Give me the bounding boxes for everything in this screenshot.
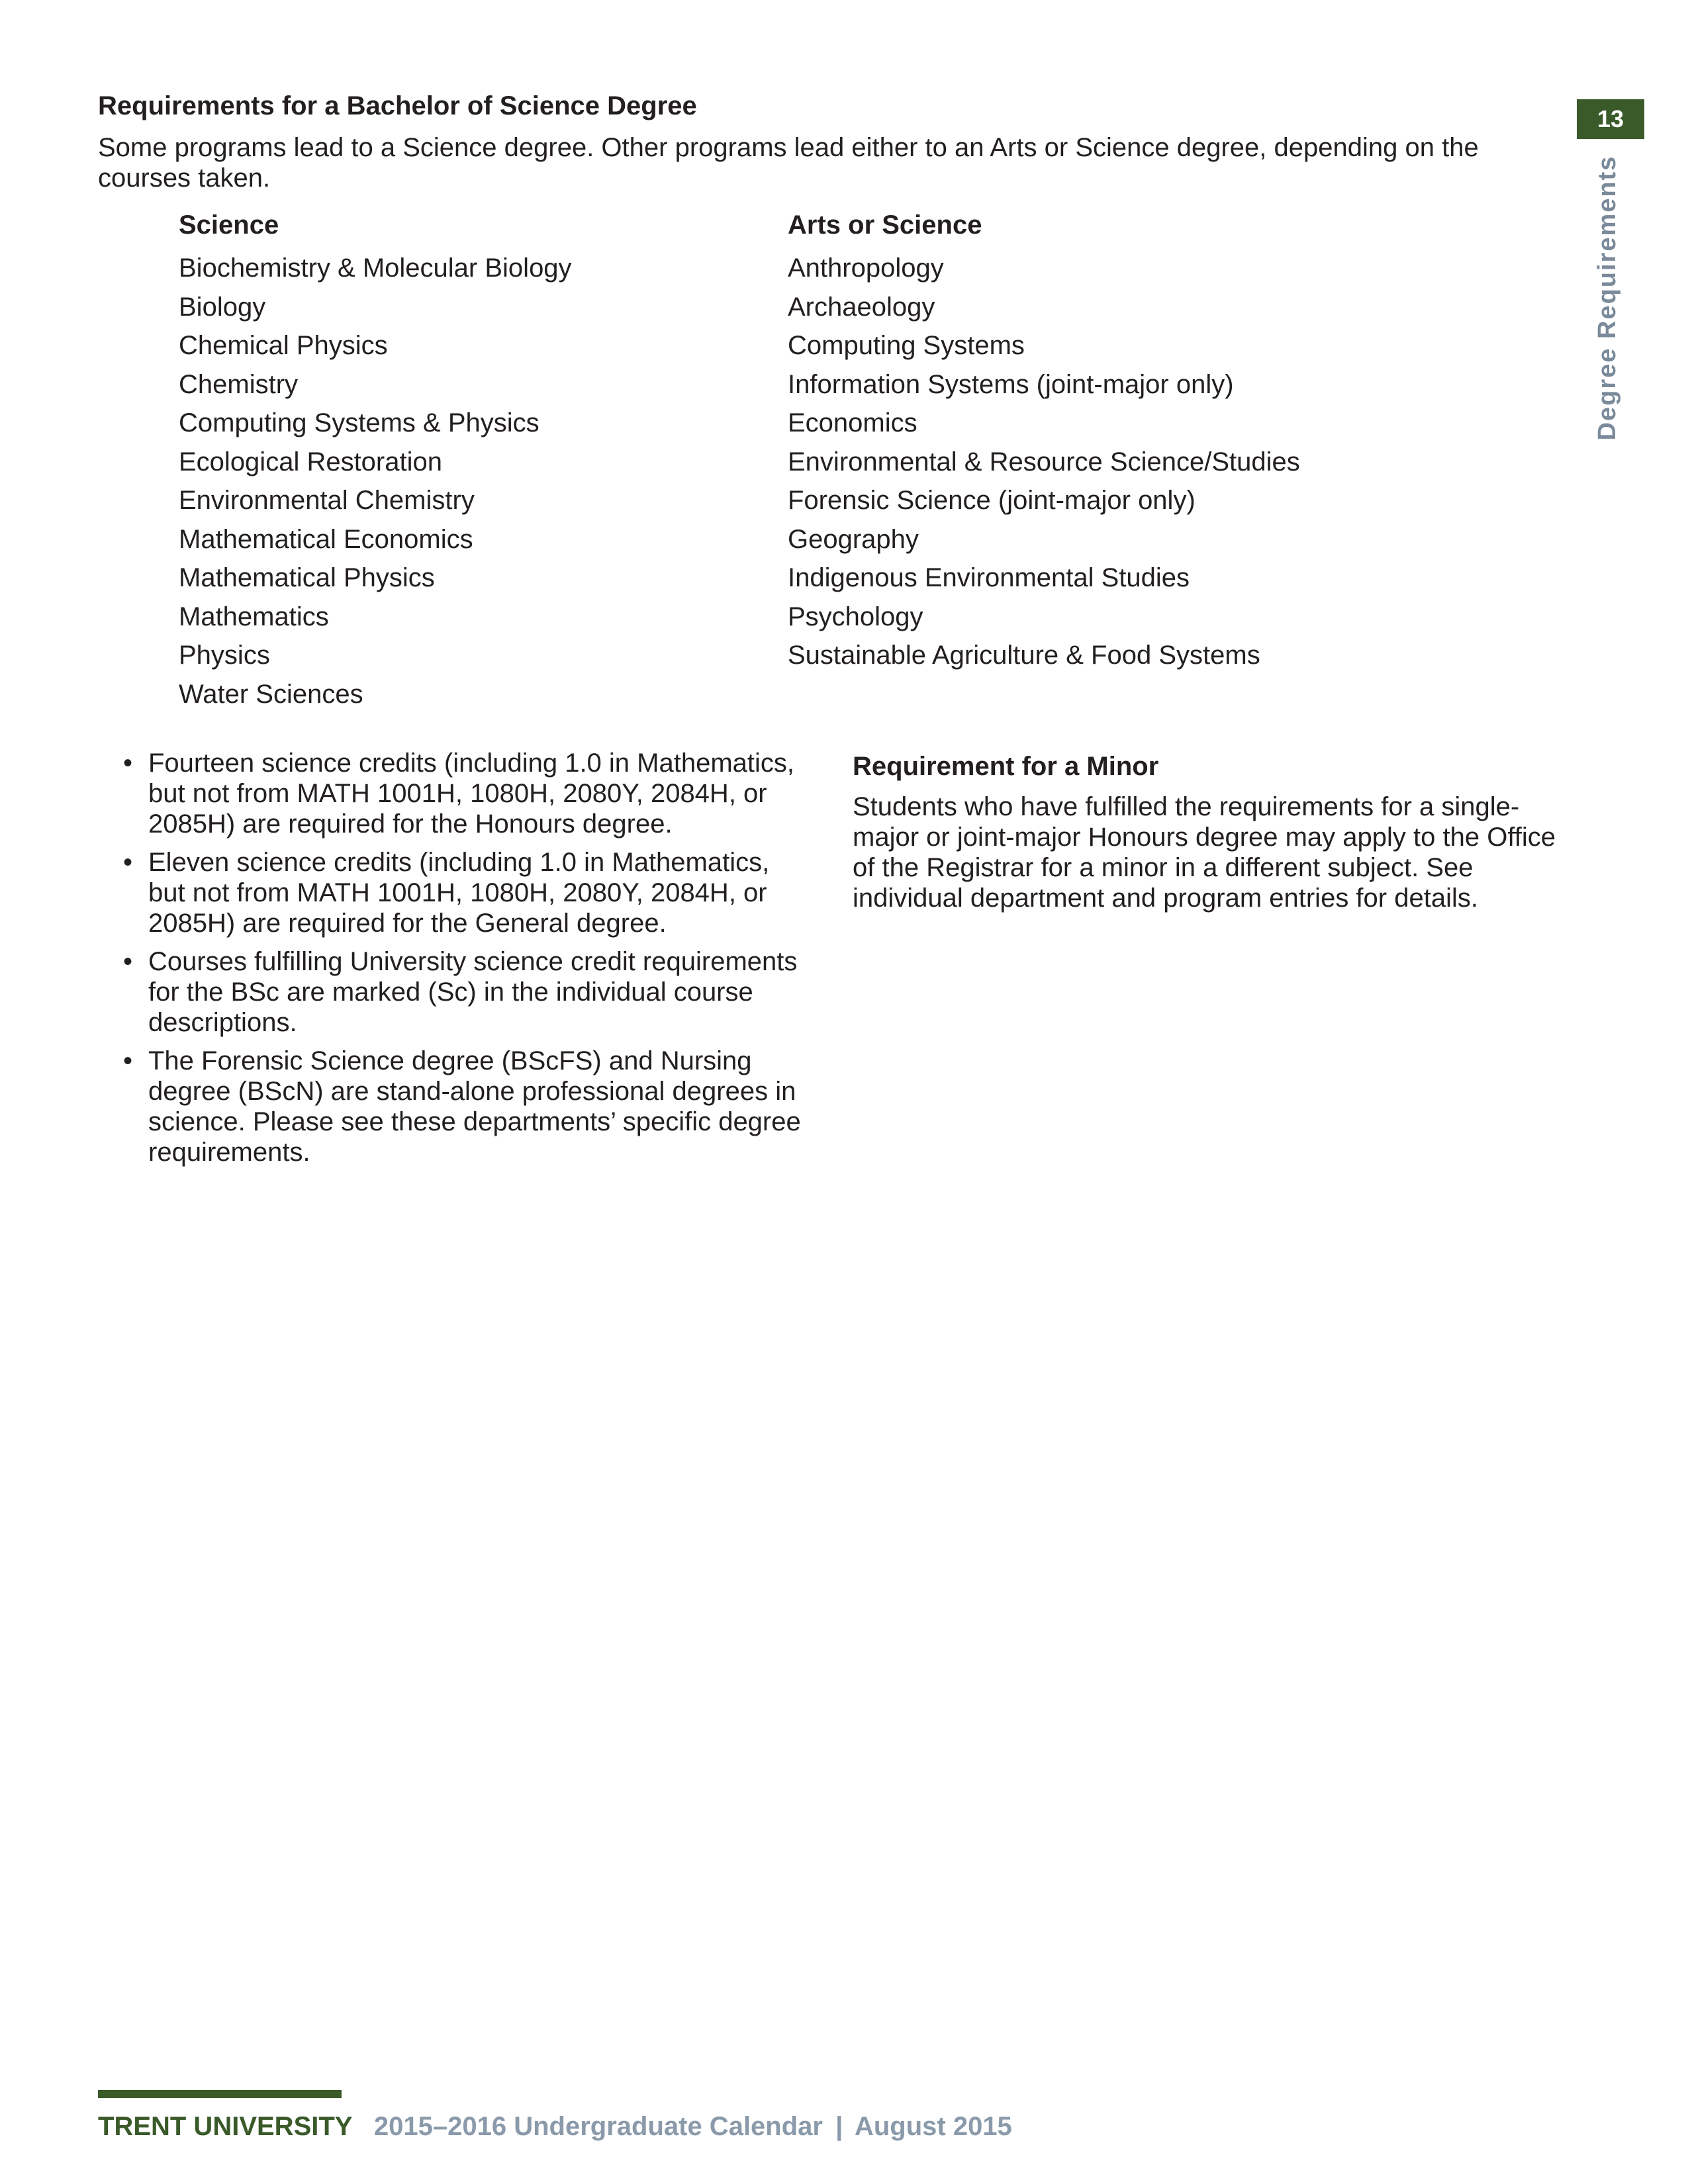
science-program-item: Environmental Chemistry — [179, 486, 475, 515]
science-program-list — [179, 249, 572, 713]
science-program-item: Biology — [179, 292, 266, 322]
science-program-item: Mathematical Economics — [179, 524, 473, 554]
requirement-bullet — [117, 847, 805, 938]
arts-or-science-program-item: Archaeology — [788, 292, 935, 322]
bullet-text: Fourteen science credits (including 1.0 in Mathematics, but not from MATH 1001H, 1080H, 2080Y, 2084H, or 2085H) are required for the Honours degree. — [148, 749, 795, 839]
footer — [98, 2110, 1012, 2143]
requirement-bullet — [117, 946, 805, 1038]
section-side-label: Degree Requirements — [1593, 155, 1621, 441]
science-program-item: Mathematical Physics — [179, 563, 435, 592]
arts-or-science-program-list — [788, 249, 1300, 675]
footer-calendar: 2015–2016 Undergraduate Calendar — [373, 2112, 823, 2141]
arts-or-science-program-item: Environmental & Resource Science/Studies — [788, 447, 1300, 477]
science-heading: Science — [179, 210, 279, 240]
arts-or-science-program-item: Information Systems (joint-major only) — [788, 369, 1234, 399]
requirement-bullet — [117, 1046, 805, 1167]
science-program-item: Water Sciences — [179, 679, 363, 709]
arts-or-science-program-item: Computing Systems — [788, 331, 1025, 360]
arts-or-science-heading: Arts or Science — [788, 210, 982, 240]
science-program-item: Biochemistry & Molecular Biology — [179, 253, 572, 283]
section-title: Requirements for a Bachelor of Science Degree — [98, 91, 697, 120]
bullet-dot-icon: • — [123, 749, 133, 778]
arts-or-science-program-item: Forensic Science (joint-major only) — [788, 486, 1196, 515]
bullet-dot-icon: • — [123, 848, 133, 877]
footer-rule — [98, 2090, 342, 2098]
science-program-item: Computing Systems & Physics — [179, 408, 539, 437]
arts-or-science-program-item: Anthropology — [788, 253, 944, 283]
bullet-text: Eleven science credits (including 1.0 in Mathematics, but not from MATH 1001H, 1080H, 2080Y, 2084H, or 2085H) are required for the General degree. — [148, 848, 770, 938]
footer-university: TRENT UNIVERSITY — [98, 2112, 352, 2141]
minor-title: Requirement for a Minor — [853, 752, 1159, 781]
science-program-item: Physics — [179, 641, 270, 670]
bullet-dot-icon: • — [123, 947, 133, 976]
arts-or-science-program-item: Indigenous Environmental Studies — [788, 563, 1190, 592]
bullet-text: Courses fulfilling University science credit requirements for the BSc are marked (Sc) in the individual course descriptions. — [148, 947, 798, 1037]
minor-text: Students who have fulfilled the requirements for a single-major or joint-major Honours degree may apply to the Office of the Registrar for a minor in a different subject. See individual department and program entries for details. — [853, 792, 1556, 913]
bullet-text: The Forensic Science degree (BScFS) and Nursing degree (BScN) are stand-alone professional degrees in science. Please see these departments’ specific degree requirements. — [148, 1046, 801, 1167]
science-program-item: Mathematics — [179, 602, 329, 631]
arts-or-science-program-item: Sustainable Agriculture & Food Systems — [788, 641, 1260, 670]
science-program-item: Ecological Restoration — [179, 447, 442, 477]
requirement-bullet-list — [117, 748, 805, 1175]
footer-date: August 2015 — [854, 2112, 1012, 2141]
arts-or-science-program-item: Psychology — [788, 602, 923, 631]
page-number-badge: 13 — [1577, 99, 1644, 139]
requirement-bullet — [117, 748, 805, 839]
bullet-dot-icon: • — [123, 1046, 133, 1075]
arts-or-science-program-item: Economics — [788, 408, 917, 437]
science-program-item: Chemistry — [179, 369, 299, 399]
footer-separator: | — [835, 2112, 843, 2141]
arts-or-science-program-item: Geography — [788, 524, 919, 554]
science-program-item: Chemical Physics — [179, 331, 388, 360]
section-intro: Some programs lead to a Science degree. Other programs lead either to an Arts or Science degree, depending on the courses taken. — [98, 133, 1479, 193]
